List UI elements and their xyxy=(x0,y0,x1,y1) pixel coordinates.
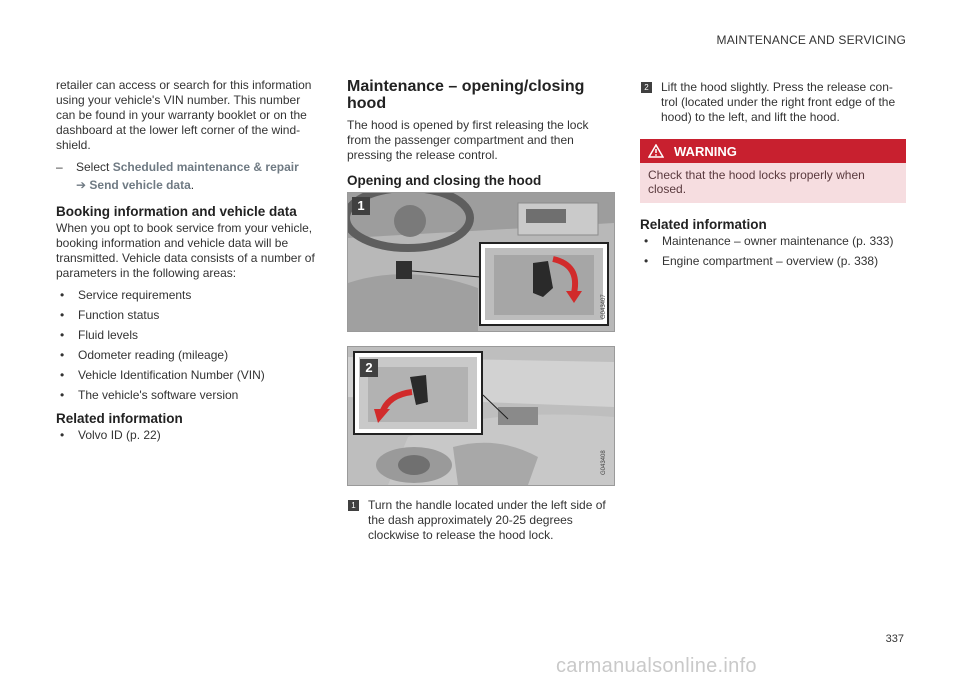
scheduled-maintenance-menu-link: Scheduled maintenance & repair xyxy=(112,160,299,174)
page-number: 337 xyxy=(885,633,904,645)
column-middle xyxy=(347,78,614,543)
section-title: Maintenance – opening/closing hood xyxy=(347,78,585,112)
list-item: • Odometer reading (mileage) xyxy=(56,348,318,363)
column-left xyxy=(56,78,318,448)
step-1 xyxy=(347,498,614,543)
warning-title: WARNING xyxy=(674,143,737,159)
engine-front-illustration xyxy=(348,347,614,485)
related-heading: Related information xyxy=(640,217,767,232)
column-right xyxy=(640,78,906,274)
step-number-badge: 1 xyxy=(348,500,359,511)
related-link[interactable]: • Engine compartment – overview (p. 338) xyxy=(640,254,906,269)
booking-list xyxy=(56,288,318,403)
step-1-text: Turn the handle located under the left side of the dash approximately 20-25 degrees clockwise to release the hood lock. xyxy=(368,498,606,542)
warning-triangle-icon xyxy=(648,144,664,158)
list-item: • Fluid levels xyxy=(56,328,318,343)
step-number-badge: 2 xyxy=(641,82,652,93)
step-2-text: Lift the hood slightly. Press the release con-trol (located under the right front edge of the hood) to the left, and lift the hood. xyxy=(661,80,896,124)
arrow-right-icon: ➔ xyxy=(76,178,87,192)
list-item: • The vehicle's software version xyxy=(56,388,318,403)
figure-code: G043408 xyxy=(601,450,607,475)
related-heading: Related information xyxy=(56,411,183,426)
step-text xyxy=(76,160,299,175)
section-intro: The hood is opened by first releasing the lock from the passenger compartment and then pressing the release control. xyxy=(347,118,589,162)
send-vehicle-data-link: Send vehicle data xyxy=(89,178,191,192)
step-2 xyxy=(640,80,906,125)
list-item: • Service requirements xyxy=(56,288,318,303)
figure-code: G043407 xyxy=(601,294,607,319)
related-list xyxy=(640,234,906,269)
related-link[interactable]: • Volvo ID (p. 22) xyxy=(56,428,318,443)
related-list xyxy=(56,428,318,443)
interior-illustration xyxy=(348,193,614,331)
warning-box xyxy=(640,139,906,203)
page-header: MAINTENANCE AND SERVICING xyxy=(716,33,906,47)
step-period: . xyxy=(190,178,195,192)
hood-release-control-image xyxy=(347,346,615,486)
list-item: • Function status xyxy=(56,308,318,323)
figure-number-badge: 2 xyxy=(360,359,378,377)
booking-heading: Booking information and vehicle data xyxy=(56,204,297,219)
intro-paragraph: retailer can access or search for this information using your vehicle's VIN number. This number can be found in your warranty booklet or on the dashboard at the lower left corner of the wind-shield. xyxy=(56,78,312,152)
hood-release-handle-image xyxy=(347,192,615,332)
related-link[interactable]: • Maintenance – owner maintenance (p. 333) xyxy=(640,234,906,249)
step-dash: – xyxy=(56,160,63,174)
select-step xyxy=(56,160,318,175)
watermark: carmanualsonline.info xyxy=(556,655,757,677)
figure-number-badge: 1 xyxy=(352,197,370,215)
step-result xyxy=(76,178,318,192)
subheading: Opening and closing the hood xyxy=(347,173,542,188)
booking-paragraph: When you opt to book service from your vehicle, booking information and vehicle data will be transmitted. Vehicle data consists of a number of parameters in the following areas: xyxy=(56,221,315,280)
warning-header xyxy=(640,139,906,163)
step-prefix: Select xyxy=(76,160,113,174)
list-item: • Vehicle Identification Number (VIN) xyxy=(56,368,318,383)
warning-text: Check that the hood locks properly when closed. xyxy=(640,163,906,203)
